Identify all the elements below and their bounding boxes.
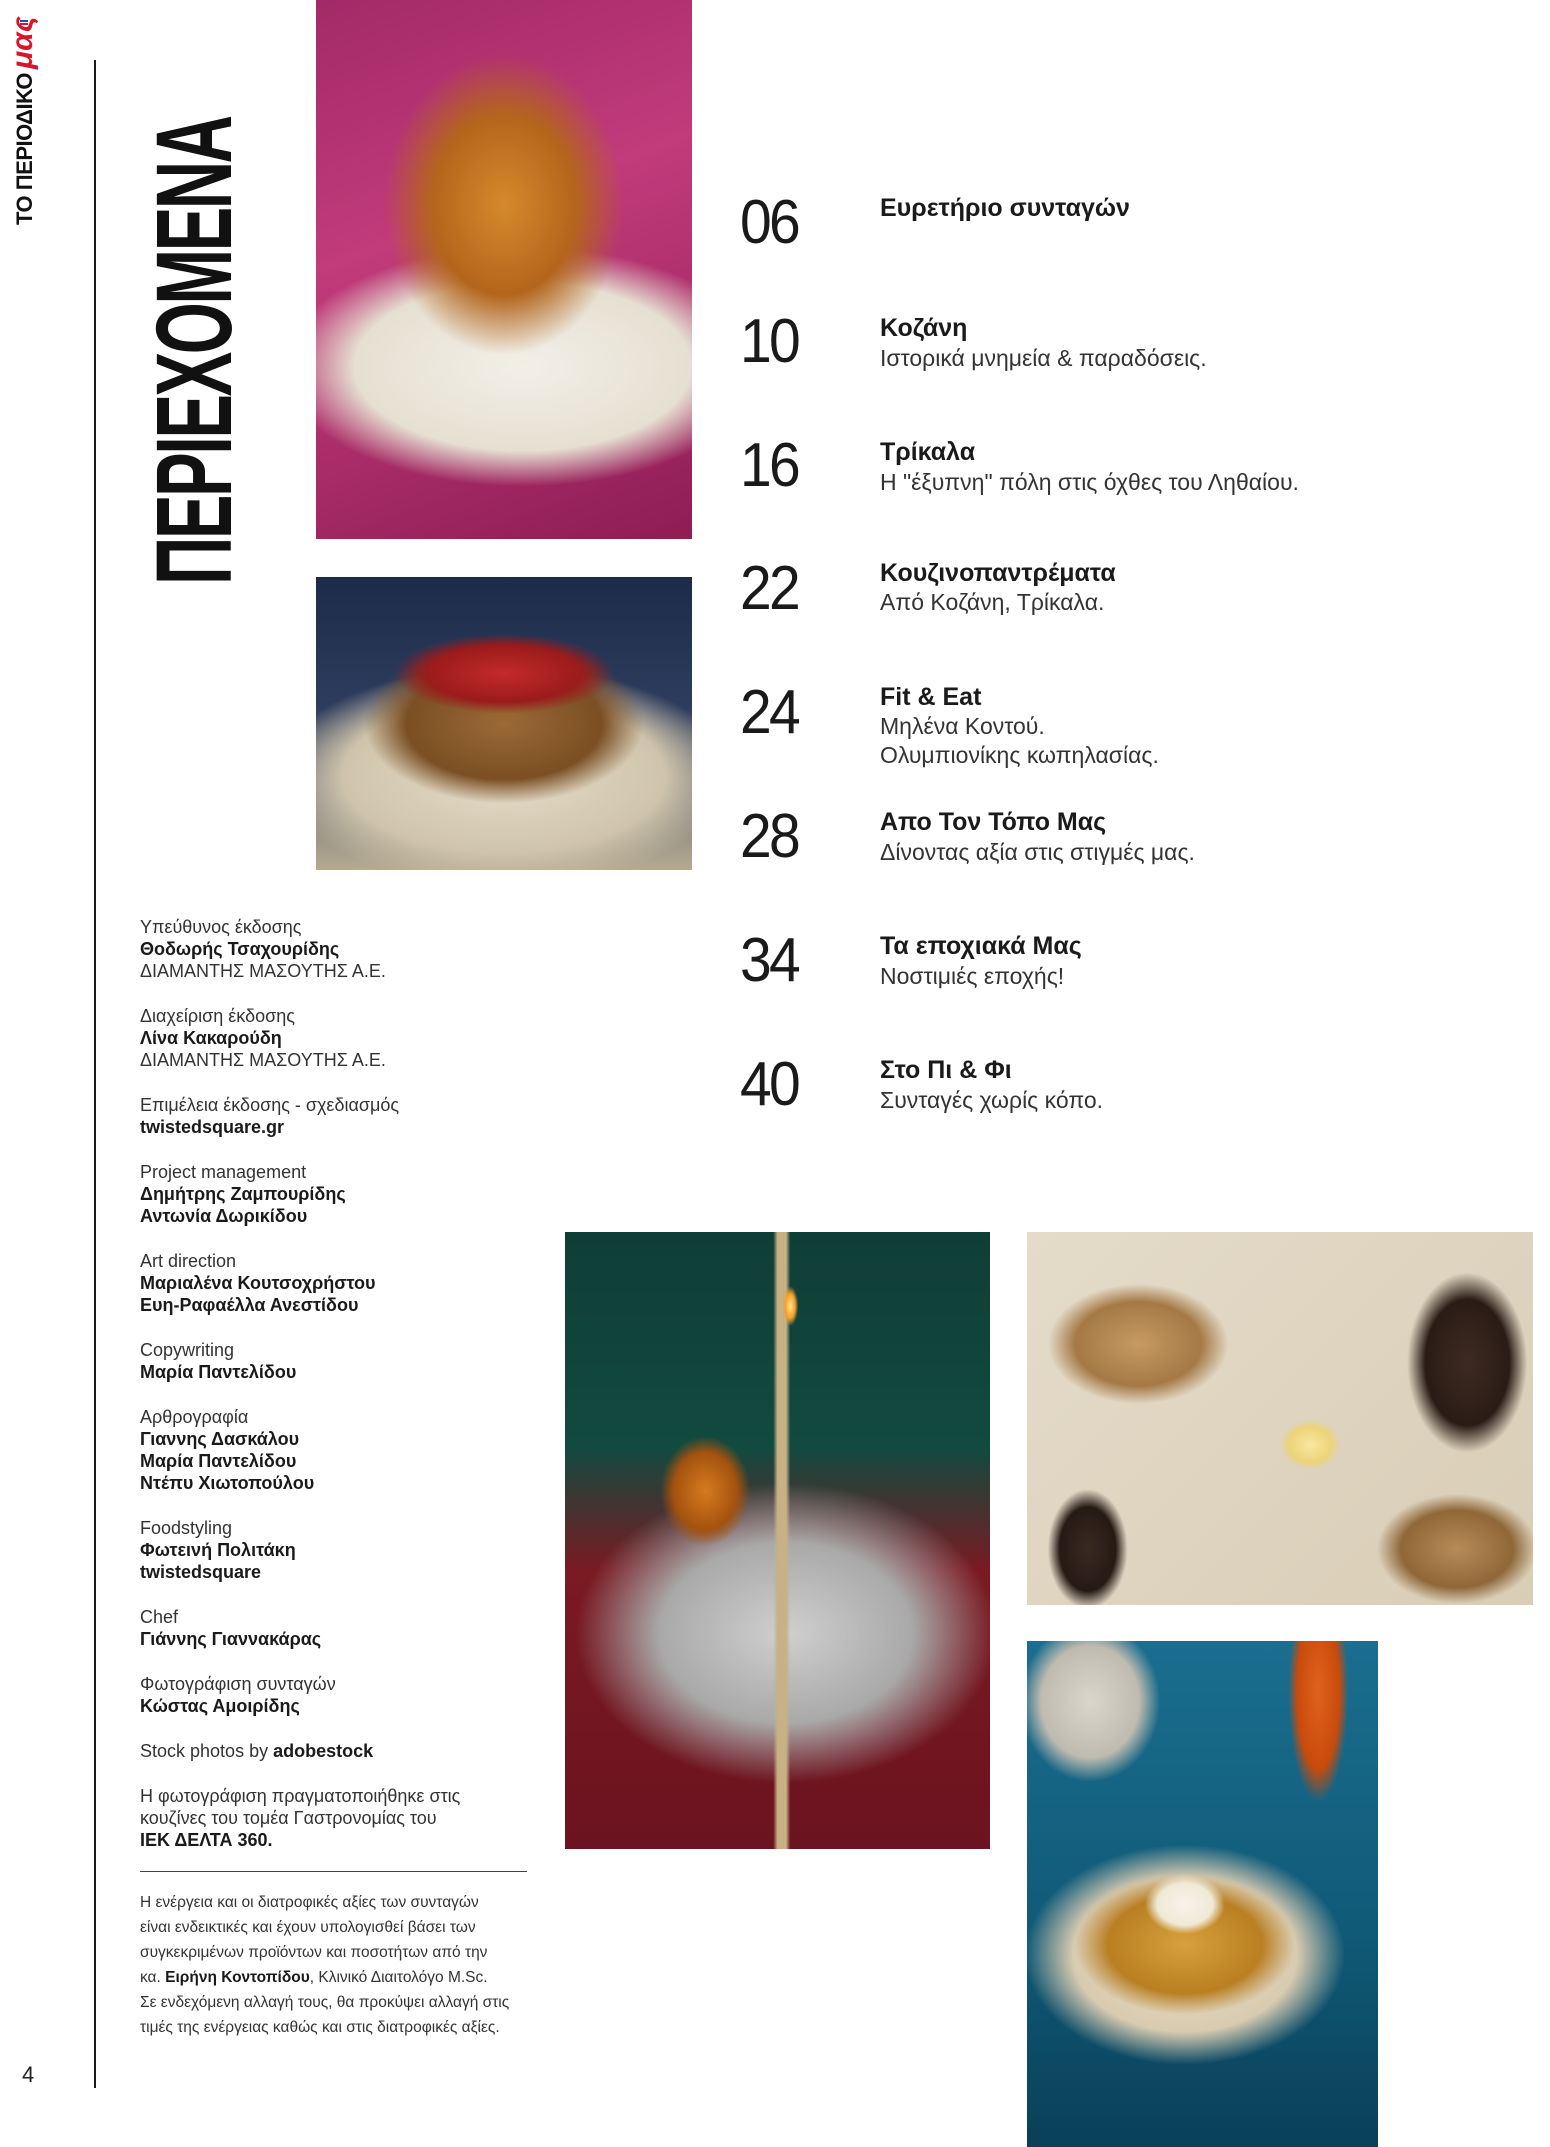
toc-subtitle: Συνταγές χωρίς κόπο. bbox=[880, 1087, 1104, 1113]
toc-title[interactable]: Τα εποχιακά Μας bbox=[880, 932, 1082, 960]
toc-title[interactable]: Στο Πι & Φι bbox=[880, 1056, 1012, 1084]
credit-label: Chef bbox=[140, 1607, 179, 1627]
credit-name: Μαριαλένα Κουτσοχρήστου bbox=[140, 1273, 376, 1293]
toc-title[interactable]: Τρίκαλα bbox=[880, 438, 976, 466]
credit-name: Φωτεινή Πολιτάκη bbox=[140, 1540, 296, 1560]
credit-name: Μαρία Παντελίδου bbox=[140, 1362, 297, 1382]
toc-subtitle: Η "έξυπνη" πόλη στις όχθες του Ληθαίου. bbox=[880, 469, 1299, 495]
candle-liqueur-photo bbox=[565, 1232, 990, 1849]
toc-title[interactable]: Ευρετήριο συνταγών bbox=[880, 194, 1130, 222]
credit-name: Γιαννης Δασκάλου bbox=[140, 1429, 300, 1449]
credit-project bbox=[140, 1161, 530, 1227]
credit-stock-source: adobestock bbox=[273, 1741, 374, 1761]
credit-name: Ντέπυ Χιωτοπούλου bbox=[140, 1473, 315, 1493]
page-number: 4 bbox=[22, 2062, 35, 2087]
credit-label: Copywriting bbox=[140, 1340, 235, 1360]
toc-subtitle: Ολυμπιονίκης κωπηλασίας. bbox=[880, 742, 1159, 768]
credit-label: Αρθρογραφία bbox=[140, 1407, 249, 1427]
credit-label: Διαχείριση έκδοσης bbox=[140, 1006, 295, 1026]
toc-subtitle: Ιστορικά μνημεία & παραδόσεις. bbox=[880, 345, 1207, 371]
toc-page-number[interactable]: 06 bbox=[740, 188, 798, 257]
toc-page-number[interactable]: 10 bbox=[740, 307, 798, 376]
credit-label: Επιμέλεια έκδοσης - σχεδιασμός bbox=[140, 1095, 400, 1115]
toc-title[interactable]: Απο Τον Τόπο Μας bbox=[880, 808, 1107, 836]
credit-name: Αντωνία Δωρικίδου bbox=[140, 1206, 308, 1226]
credit-label: Foodstyling bbox=[140, 1518, 233, 1538]
credit-name: Μαρία Παντελίδου bbox=[140, 1451, 297, 1471]
toc-subtitle: Μηλένα Κοντού. bbox=[880, 713, 1045, 739]
credit-publisher bbox=[140, 916, 530, 982]
toc-page-number[interactable]: 24 bbox=[740, 678, 798, 747]
disclaimer-line: είναι ενδεικτικές και έχουν υπολογισθεί βάσει των bbox=[140, 1919, 476, 1936]
disclaimer-line bbox=[140, 1965, 535, 1990]
credit-management bbox=[140, 1005, 530, 1071]
nutrition-disclaimer bbox=[140, 1890, 535, 2040]
cake-strawberry-photo bbox=[316, 577, 692, 870]
logo-suffix: μας bbox=[6, 16, 39, 69]
dessert-photo bbox=[316, 0, 692, 539]
breads-photo bbox=[1027, 1232, 1533, 1605]
spine-rule bbox=[94, 60, 96, 2088]
toc-subtitle: Δίνοντας αξία στις στιγμές μας. bbox=[880, 839, 1195, 865]
credit-location bbox=[140, 1785, 530, 1851]
logo-prefix: ΤΟ ΠΕΡΙΟΔΙΚΟ bbox=[12, 72, 37, 225]
credit-name: twistedsquare bbox=[140, 1562, 262, 1582]
credit-stock-text: Stock photos by bbox=[140, 1741, 269, 1761]
credit-name: Ευη-Ραφαέλλα Ανεστίδου bbox=[140, 1295, 359, 1315]
credit-photo bbox=[140, 1673, 530, 1717]
dietitian-name: Ειρήνη Κοντοπίδου bbox=[165, 1969, 310, 1986]
credit-label: Υπεύθυνος έκδοσης bbox=[140, 917, 302, 937]
divider bbox=[140, 1871, 527, 1872]
credit-chef bbox=[140, 1606, 530, 1650]
disclaimer-text: , Κλινικό Διαιτολόγο M.Sc. bbox=[309, 1969, 488, 1986]
credit-name: Γιάννης Γιαννακάρας bbox=[140, 1629, 322, 1649]
section-title-text: ΠΕΡΙΕΧΟΜΕΝΑ bbox=[133, 117, 254, 585]
toc-page-number[interactable]: 16 bbox=[740, 431, 798, 500]
toc-subtitle: Νοστιμιές εποχής! bbox=[880, 963, 1065, 989]
credit-name: Θοδωρής Τσαχουρίδης bbox=[140, 939, 340, 959]
credit-stock bbox=[140, 1740, 530, 1762]
credits bbox=[140, 916, 530, 1874]
credit-name: Λίνα Κακαρούδη bbox=[140, 1028, 282, 1048]
section-title bbox=[133, 0, 254, 585]
credit-label: Art direction bbox=[140, 1251, 237, 1271]
credit-location-line: Η φωτογράφιση πραγματοποιήθηκε στις bbox=[140, 1786, 461, 1806]
credit-label: Project management bbox=[140, 1162, 307, 1182]
disclaimer-text: κα. bbox=[140, 1969, 161, 1986]
credit-name: Δημήτρης Ζαμπουρίδης bbox=[140, 1184, 346, 1204]
credit-editing bbox=[140, 1094, 530, 1138]
credit-articles bbox=[140, 1406, 530, 1494]
toc-page-number[interactable]: 40 bbox=[740, 1050, 798, 1119]
credit-art bbox=[140, 1250, 530, 1316]
chickpeas-photo bbox=[1027, 1641, 1378, 2147]
disclaimer-line: Η ενέργεια και οι διατροφικές αξίες των συνταγών bbox=[140, 1894, 479, 1911]
credit-foodstyling bbox=[140, 1517, 530, 1583]
magazine-logo bbox=[8, 16, 38, 225]
credit-location-place: ΙΕΚ ΔΕΛΤΑ 360. bbox=[140, 1830, 273, 1850]
credit-label: Φωτογράφιση συνταγών bbox=[140, 1674, 336, 1694]
credit-copy bbox=[140, 1339, 530, 1383]
toc-page-number[interactable]: 28 bbox=[740, 802, 798, 871]
credit-name: Κώστας Αμοιρίδης bbox=[140, 1696, 300, 1716]
toc-title[interactable]: Κοζάνη bbox=[880, 314, 968, 342]
credit-company: ΔΙΑΜΑΝΤΗΣ ΜΑΣΟΥΤΗΣ Α.Ε. bbox=[140, 1050, 386, 1070]
toc-subtitle: Από Κοζάνη, Τρίκαλα. bbox=[880, 589, 1105, 615]
credit-name: twistedsquare.gr bbox=[140, 1117, 285, 1137]
disclaimer-line: συγκεκριμένων προϊόντων και ποσοτήτων από την bbox=[140, 1944, 488, 1961]
credit-location-line: κουζίνες του τομέα Γαστρονομίας του bbox=[140, 1808, 437, 1828]
credit-company: ΔΙΑΜΑΝΤΗΣ ΜΑΣΟΥΤΗΣ Α.Ε. bbox=[140, 961, 386, 981]
toc-page-number[interactable]: 22 bbox=[740, 554, 798, 623]
disclaimer-line: Σε ενδεχόμενη αλλαγή τους, θα προκύψει αλλαγή στις bbox=[140, 1994, 510, 2011]
toc-title[interactable]: Fit & Eat bbox=[880, 683, 982, 711]
disclaimer-line: τιμές της ενέργειας καθώς και στις διατροφικές αξίες. bbox=[140, 2019, 500, 2036]
toc-page-number[interactable]: 34 bbox=[740, 926, 798, 995]
toc-title[interactable]: Κουζινοπαντρέματα bbox=[880, 559, 1116, 587]
